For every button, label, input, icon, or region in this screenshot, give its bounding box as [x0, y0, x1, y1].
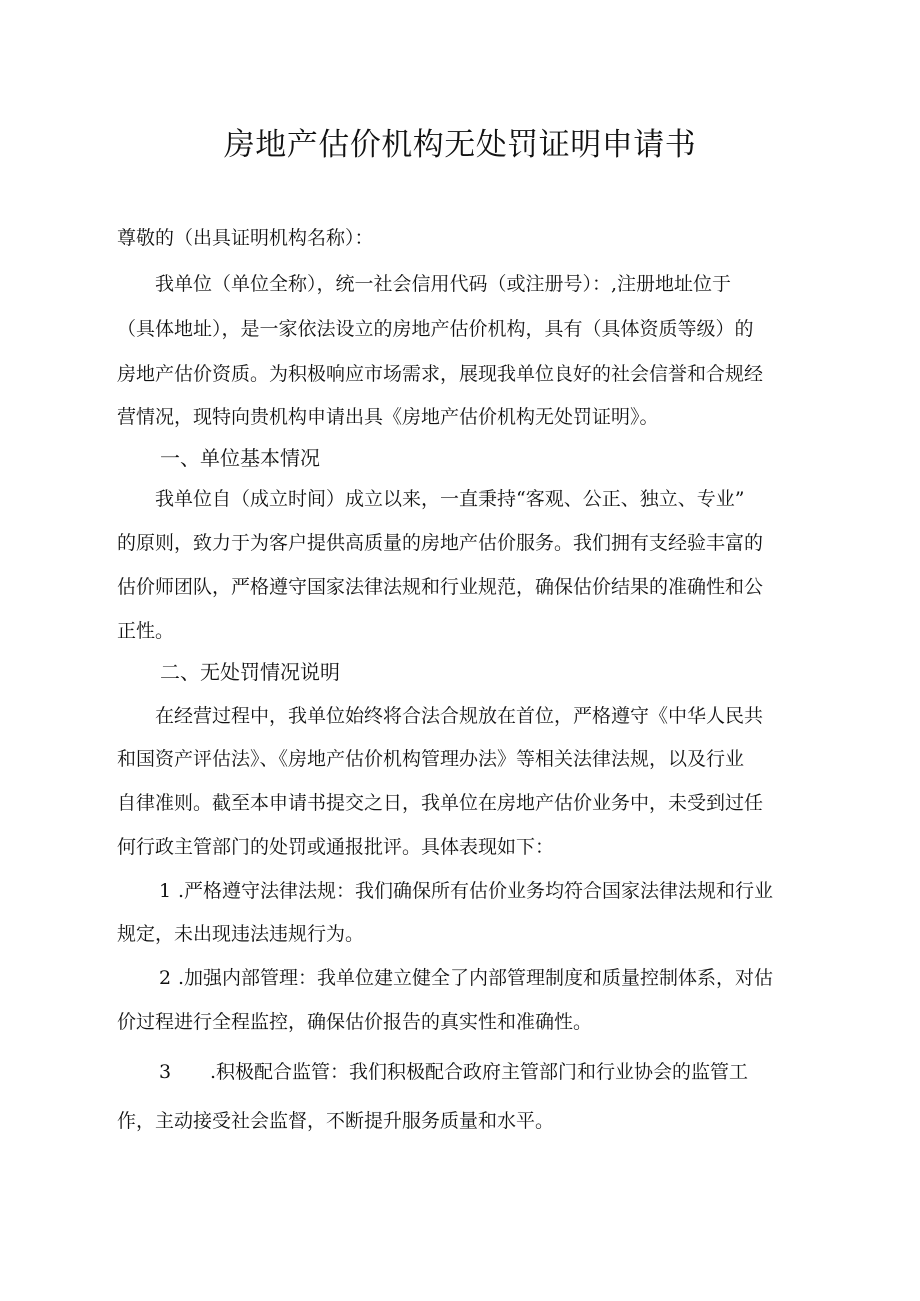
document-title: 房地产估价机构无处罚证明申请书: [223, 127, 697, 163]
section2-line: 和国资产评估法》、《房地产估价机构管理办法》等相关法律法规，以及行业: [117, 748, 745, 770]
list-item-number: 2: [159, 967, 172, 989]
intro-line: 我单位（单位全称），统一社会信用代码（或注册号）：,注册地址位于: [155, 273, 732, 295]
list-item-line: 价过程进行全程监控，确保估价报告的真实性和准确性。: [117, 1011, 593, 1033]
section1-heading: 一、单位基本情况: [160, 446, 320, 470]
list-item-line: 作，主动接受社会监督，不断提升服务质量和水平。: [117, 1110, 555, 1132]
section1-line: 估价师团队，严格遵守国家法律法规和行业规范，确保估价结果的准确性和公: [117, 576, 764, 598]
list-item-line: .加强内部管理：我单位建立健全了内部管理制度和质量控制体系，对估: [178, 967, 774, 989]
section2-heading: 二、无处罚情况说明: [160, 660, 340, 684]
section2-line: 在经营过程中，我单位始终将合法合规放在首位，严格遵守《中华人民共: [155, 705, 764, 727]
list-item-line: .积极配合监管：我们积极配合政府主管部门和行业协会的监管工: [210, 1061, 749, 1083]
section1-line: 正性。: [117, 620, 175, 642]
intro-line: （具体地址），是一家依法设立的房地产估价机构，具有（具体资质等级）的: [117, 318, 754, 340]
list-item-number: 1: [159, 880, 172, 902]
section1-line: 的原则，致力于为客户提供高质量的房地产估价服务。我们拥有支经验丰富的: [117, 532, 764, 554]
intro-line: 营情况，现特向贵机构申请出具《房地产估价机构无处罚证明》。: [117, 406, 659, 428]
salutation: 尊敬的（出具证明机构名称）：: [117, 227, 374, 249]
list-item-number: 3: [159, 1061, 172, 1083]
section1-line: 我单位自（成立时间）成立以来，一直秉持“客观、公正、独立、专业”: [155, 488, 745, 510]
section2-line: 自律准则。截至本申请书提交之日，我单位在房地产估价业务中，未受到过任: [117, 792, 764, 814]
list-item-line: .严格遵守法律法规：我们确保所有估价业务均符合国家法律法规和行业: [178, 880, 774, 902]
section2-line: 何行政主管部门的处罚或通报批评。具体表现如下：: [117, 836, 555, 858]
list-item-line: 规定，未出现违法违规行为。: [117, 923, 365, 945]
intro-line: 房地产估价资质。为积极响应市场需求，展现我单位良好的社会信誉和合规经: [117, 363, 764, 385]
